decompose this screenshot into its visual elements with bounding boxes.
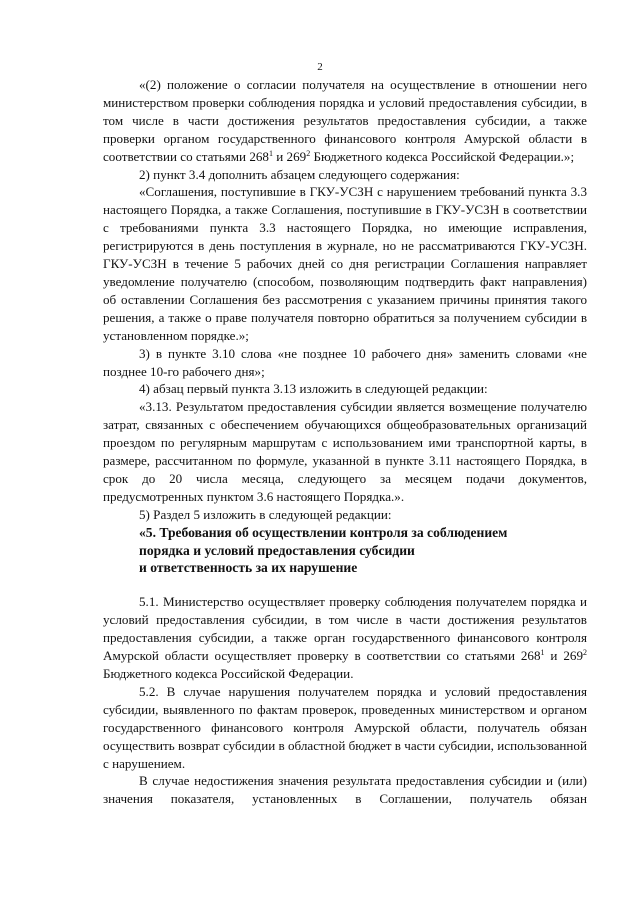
section-heading-line: порядка и условий предоставления субсидии <box>139 542 415 558</box>
paragraph-item-5: 5) Раздел 5 изложить в следующей редакции: <box>139 506 392 522</box>
paragraph-item-4: 4) абзац первый пункта 3.13 изложить в следующей редакции: <box>139 381 488 397</box>
superscript: 2 <box>583 648 587 658</box>
section-heading-line: «5. Требования об осуществлении контроля за соблюдением <box>139 524 508 540</box>
document-body <box>103 76 587 808</box>
superscript: 1 <box>540 648 545 658</box>
paragraph-consent-clause <box>103 76 587 166</box>
spacer <box>103 577 587 593</box>
paragraph-text: 5.1. Министерство осуществляет проверку соблюдения получателем порядка и условий предоставления субсидии, в том числе в части достижения результатов предоставления субсидии, а также орган государственного финансового контроля Амурской области осуществляет проверку в соответствии со статьями 268 <box>103 594 587 664</box>
paragraph-text: и 269 <box>544 648 583 664</box>
section-heading <box>103 524 587 578</box>
paragraph-result-clause: «3.13. Результатом предоставления субсидии является возмещение получателю затрат, связанных с обеспечением обучающихся общеобразовательных организаций проездом по регулярным маршрутам с использованием ими транспортной карты, в размере, рассчитанном по формуле, указанной в пункте 3.11 настоящего Порядка, в срок до 20 числа месяца, следующего за месяцем подачи документов, предусмотренных пунктом 3.6 настоящего Порядка.». <box>103 399 587 504</box>
paragraph-text: «(2) положение о согласии получателя на осуществление в отношении него министерством проверки соблюдения порядка и условий предоставления субсидии, в том числе в части достижения результатов предоставления субсидии, а также проверки органом государственного финансового контроля Амурской области в соответствии со статьями 268 <box>103 77 587 164</box>
page-number: 2 <box>317 61 323 73</box>
paragraph-5-1 <box>103 593 587 683</box>
superscript: 1 <box>268 148 273 158</box>
superscript: 2 <box>306 148 311 158</box>
paragraph-text: Бюджетного кодекса Российской Федерации.»; <box>310 148 575 164</box>
paragraph-agreements-clause: «Соглашения, поступившие в ГКУ-УСЗН с нарушением требований пункта 3.3 настоящего Порядка, а также Соглашения, поступившие в ГКУ-УСЗН в соответствии с требованиями пункта 3.3 настоящего Порядка, но имеющие исправления, регистрируются в день поступления в журнале, но не рассматриваются ГКУ-УСЗН. ГКУ-УСЗН в течение 5 рабочих дней со дня регистрации Соглашения направляет уведомление получателю (способом, позволяющим подтвердить факт направления) об оставлении Соглашения без рассмотрения с указанием причины принятия такого решения, а также о праве получателя повторно обратиться за получением субсидии в установленном порядке.»; <box>103 184 587 343</box>
section-heading-line: и ответственность за их нарушение <box>139 560 358 576</box>
paragraph-item-2: 2) пункт 3.4 дополнить абзацем следующего содержания: <box>139 166 460 182</box>
paragraph-text: Бюджетного кодекса Российской Федерации. <box>103 666 354 681</box>
paragraph-text: и 269 <box>272 148 307 164</box>
paragraph-non-achievement: В случае недостижения значения результата предоставления субсидии и (или) значения показателя, установленных в Соглашении, получатель обязан <box>103 773 587 807</box>
paragraph-item-3: 3) в пункте 3.10 слова «не позднее 10 рабочего дня» заменить словами «не позднее 10-го рабочего дня»; <box>103 345 587 379</box>
paragraph-5-2: 5.2. В случае нарушения получателем порядка и условий предоставления субсидии, выявленного по фактам проверок, проведенных министерством и органом государственного финансового контроля Амурской области, получатель обязан осуществить возврат субсидии в областной бюджет в части субсидии, использованной с нарушением. <box>103 683 587 771</box>
